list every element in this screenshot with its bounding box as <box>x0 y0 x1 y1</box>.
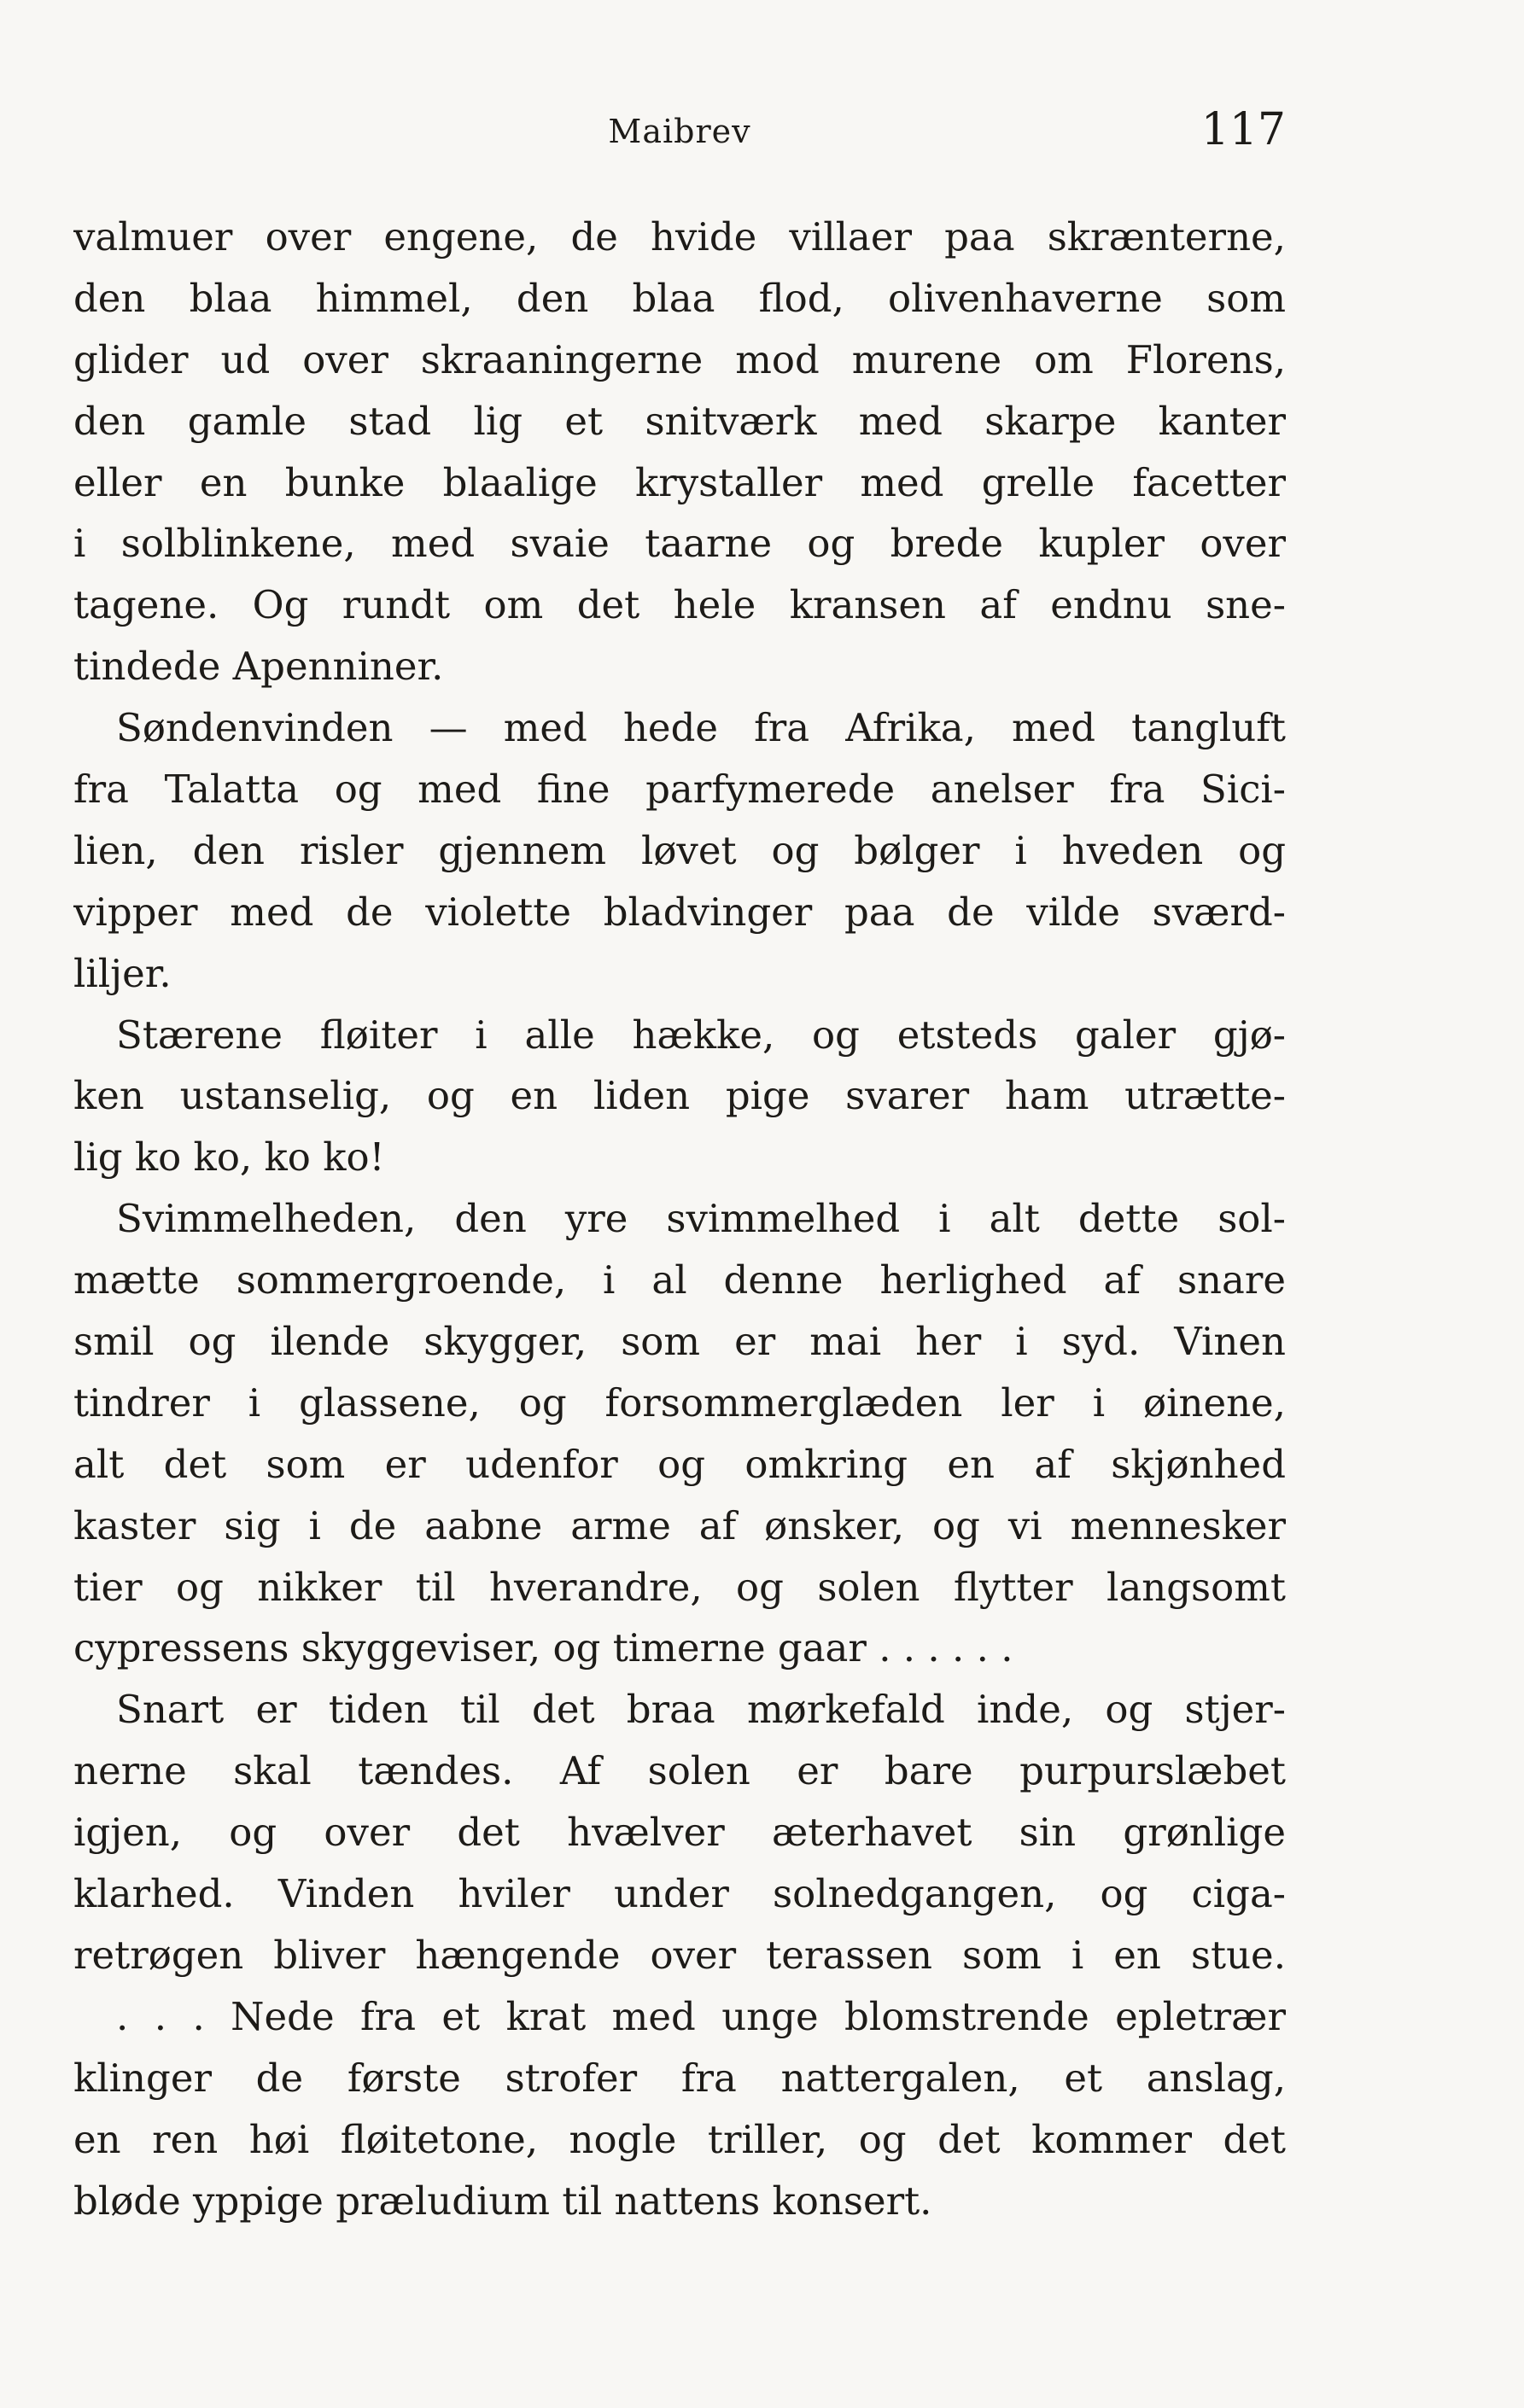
text-line: tindede Apenniner. <box>73 644 444 690</box>
text-line: ken ustanselig, og en liden pige svarer ham utrætte- <box>73 1073 1286 1119</box>
text-line: den blaa himmel, den blaa flod, olivenhaverne som <box>73 275 1286 321</box>
text-line: tier og nikker til hverandre, og solen flytter langsomt <box>73 1564 1286 1610</box>
text-line: lien, den risler gjennem løvet og bølger i hveden og <box>73 827 1286 873</box>
text-line: i solblinkene, med svaie taarne og brede kupler over <box>73 521 1286 567</box>
text-line: tindrer i glassene, og forsommerglæden ler i øinene, <box>73 1379 1286 1426</box>
text-line: fra Talatta og med fine parfymerede anelser fra Sici- <box>73 767 1286 813</box>
text-line: smil og ilende skygger, som er mai her i syd. Vinen <box>73 1319 1286 1365</box>
text-line: Svimmelheden, den yre svimmelhed i alt dette sol- <box>116 1196 1286 1242</box>
text-line: cypressens skyggeviser, og timerne gaar . . . . . . <box>73 1625 1013 1671</box>
running-title: Maibrev <box>608 113 751 150</box>
text-line: alt det som er udenfor og omkring en af skjønhed <box>73 1441 1286 1487</box>
text-line: kaster sig i de aabne arme af ønsker, og vi mennesker <box>73 1502 1286 1548</box>
text-line: den gamle stad lig et snitværk med skarpe kanter <box>73 398 1286 444</box>
body-text <box>73 207 1286 2231</box>
text-line: lig ko ko, ko ko! <box>73 1134 385 1181</box>
text-line: . . . Nede fra et krat med unge blomstrende epletrær <box>116 1993 1286 2039</box>
text-line: bløde yppige præludium til nattens konsert. <box>73 2178 932 2224</box>
text-line: klarhed. Vinden hviler under solnedgangen, og ciga- <box>73 1871 1286 1917</box>
text-line: vipper med de violette bladvinger paa de vilde sværd- <box>73 889 1286 935</box>
text-line: Stærene fløiter i alle hække, og etsteds galer gjø- <box>116 1012 1286 1058</box>
text-line: klinger de første strofer fra nattergalen, et anslag, <box>73 2055 1286 2101</box>
text-line: eller en bunke blaalige krystaller med grelle facetter <box>73 459 1286 505</box>
text-line: en ren høi fløitetone, nogle triller, og det kommer det <box>73 2116 1286 2162</box>
text-line: mætte sommergroende, i al denne herlighed af snare <box>73 1257 1286 1303</box>
text-line: valmuer over engene, de hvide villaer paa skrænterne, <box>73 214 1286 259</box>
page-number: 117 <box>1200 104 1286 155</box>
text-line: liljer. <box>73 950 172 996</box>
text-line: igjen, og over det hvælver æterhavet sin grønlige <box>73 1810 1286 1856</box>
text-line: nerne skal tændes. Af solen er bare purpurslæbet <box>73 1748 1286 1794</box>
text-line: Søndenvinden — med hede fra Afrika, med tangluft <box>116 705 1286 751</box>
text-line: retrøgen bliver hængende over terassen som i en stue. <box>73 1932 1286 1978</box>
text-line: glider ud over skraaningerne mod murene om Florens, <box>73 336 1286 382</box>
text-line: Snart er tiden til det braa mørkefald inde, og stjer- <box>116 1687 1286 1733</box>
running-head <box>73 104 1286 172</box>
text-line: tagene. Og rundt om det hele kransen af endnu sne- <box>73 582 1286 628</box>
